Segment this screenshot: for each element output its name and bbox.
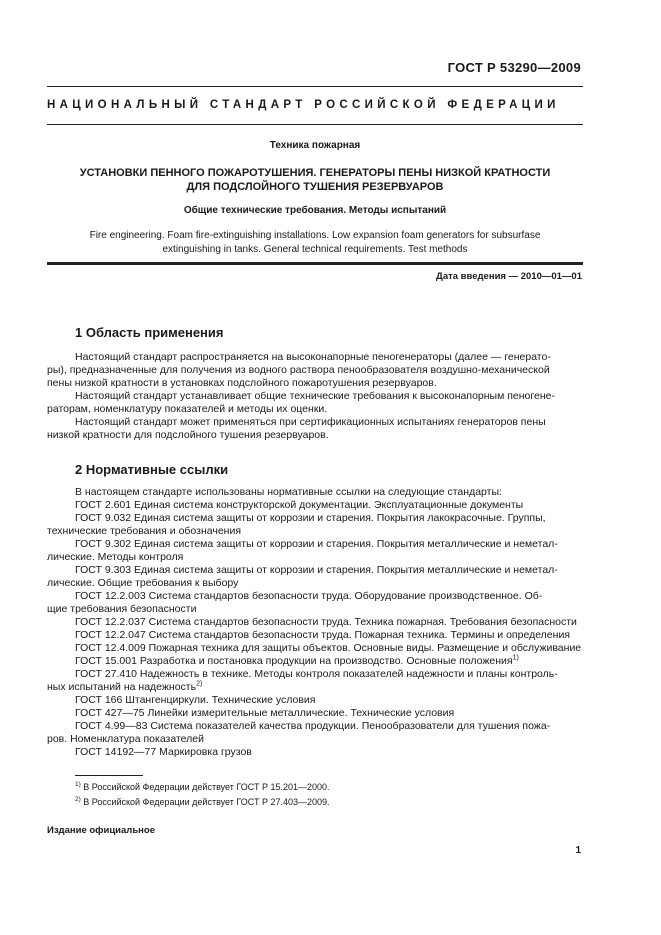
english-title-line: extinguishing in tanks. General technical requirements. Test methods (162, 244, 468, 255)
text-line: ГОСТ 12.2.037 Система стандартов безопасности труда. Техника пожарная. Требования безопасности (75, 616, 577, 628)
text-line: ГОСТ 27.410 Надежность в технике. Методы контроля показателей надежности и планы контроль- (75, 668, 558, 680)
subtitle: Общие технические требования. Методы испытаний (183, 205, 447, 216)
footnote-text: В Российской Федерации действует ГОСТ Р 15.201—2000. (83, 782, 330, 792)
english-title (47, 229, 583, 257)
text-line: ров. Номенклатура показателей (47, 733, 204, 745)
document-number: ГОСТ Р 53290—2009 (447, 60, 581, 75)
text-line: Настоящий стандарт устанавливает общие технические требования к высоконапорным пеногене- (75, 390, 555, 402)
text-line (75, 655, 519, 668)
text-line (47, 681, 202, 694)
text-line: технические требования и обозначения (47, 525, 242, 537)
main-title-line: УСТАНОВКИ ПЕННОГО ПОЖАРОТУШЕНИЯ. ГЕНЕРАТОРЫ ПЕНЫ НИЗКОЙ КРАТНОСТИ (79, 167, 551, 179)
header-rule (47, 86, 583, 87)
text-line: ГОСТ 4.99—83 Система показателей качества продукции. Пенообразователи для тушения пожа- (75, 720, 551, 732)
text-line: ГОСТ 9.302 Единая система защиты от коррозии и старения. Покрытия металлические и неметал- (75, 538, 558, 550)
text-line: лические. Общие требования к выбору (47, 577, 239, 589)
footnote-mark: 2) (75, 796, 81, 803)
footnote-text: В Российской Федерации действует ГОСТ Р 27.403—2009. (83, 797, 330, 807)
text-line: ГОСТ 9.303 Единая система защиты от коррозии и старения. Покрытия металлические и неметал- (75, 564, 558, 576)
national-standard-banner: НАЦИОНАЛЬНЫЙ СТАНДАРТ РОССИЙСКОЙ ФЕДЕРАЦИИ (47, 99, 560, 111)
text-line: ГОСТ 427—75 Линейки измерительные металлические. Технические условия (75, 707, 455, 719)
text-line: ры), предназначенные для получения из водного раствора пенообразователя воздушно-механической (47, 364, 550, 376)
banner-rule (47, 124, 583, 125)
text-line: ГОСТ 166 Штангенциркули. Технические условия (75, 694, 316, 706)
text-line: ГОСТ 12.2.003 Система стандартов безопасности труда. Оборудование производственное. Об- (75, 590, 543, 602)
edition-label: Издание официальное (47, 825, 155, 836)
english-title-line: Fire engineering. Foam fire-extinguishing installations. Low expansion foam generators for subsurfase (89, 230, 541, 241)
section-heading: 2 Нормативные ссылки (75, 462, 229, 477)
text-line: ГОСТ 2.601 Единая система конструкторской документации. Эксплуатационные документы (75, 499, 524, 511)
text-line: В настоящем стандарте использованы нормативные ссылки на следующие стандарты: (75, 486, 502, 498)
text-line: Настоящий стандарт может применяться при сертификационных испытаниях генераторов пены (75, 416, 546, 428)
footnote (75, 797, 330, 807)
title-rule (47, 262, 583, 265)
footnote-reference: 2) (196, 680, 203, 688)
text-line: ГОСТ 12.2.047 Система стандартов безопасности труда. Пожарная техника. Термины и определения (75, 629, 570, 641)
main-title (47, 166, 583, 194)
text-line-content: ГОСТ 15.001 Разработка и постановка продукции на производство. Основные положения (75, 655, 513, 667)
page-number: 1 (575, 845, 581, 856)
text-line: щие требования безопасности (47, 603, 197, 615)
footnote-separator (75, 775, 143, 776)
field-title: Техника пожарная (269, 140, 361, 151)
text-line: лические. Методы контроля (47, 551, 184, 563)
footnote-mark: 1) (75, 781, 81, 788)
text-line: низкой кратности для подслойного тушения резервуаров. (47, 429, 329, 441)
section-heading: 1 Область применения (75, 325, 224, 340)
text-line-content: ных испытаний на надежность (47, 681, 197, 693)
main-title-line: ДЛЯ ПОДСЛОЙНОГО ТУШЕНИЯ РЕЗЕРВУАРОВ (186, 181, 444, 193)
text-line: раторам, номенклатуру показателей и методы их оценки. (47, 403, 328, 415)
introduction-date: Дата введения — 2010—01—01 (436, 271, 582, 282)
text-line: Настоящий стандарт распространяется на высоконапорные пеногенераторы (далее — генерато- (75, 351, 551, 363)
text-line: пены низкой кратности в установках подслойного пожаротушения резервуаров. (47, 377, 437, 389)
text-line: ГОСТ 12.4.009 Пожарная техника для защиты объектов. Основные виды. Размещение и обслуживание (75, 642, 582, 654)
footnote-reference: 1) (512, 654, 519, 662)
text-line: ГОСТ 14192—77 Маркировка грузов (75, 746, 252, 758)
footnote (75, 782, 330, 792)
text-line: ГОСТ 9.032 Единая система защиты от коррозии и старения. Покрытия лакокрасочные. Группы, (75, 512, 546, 524)
